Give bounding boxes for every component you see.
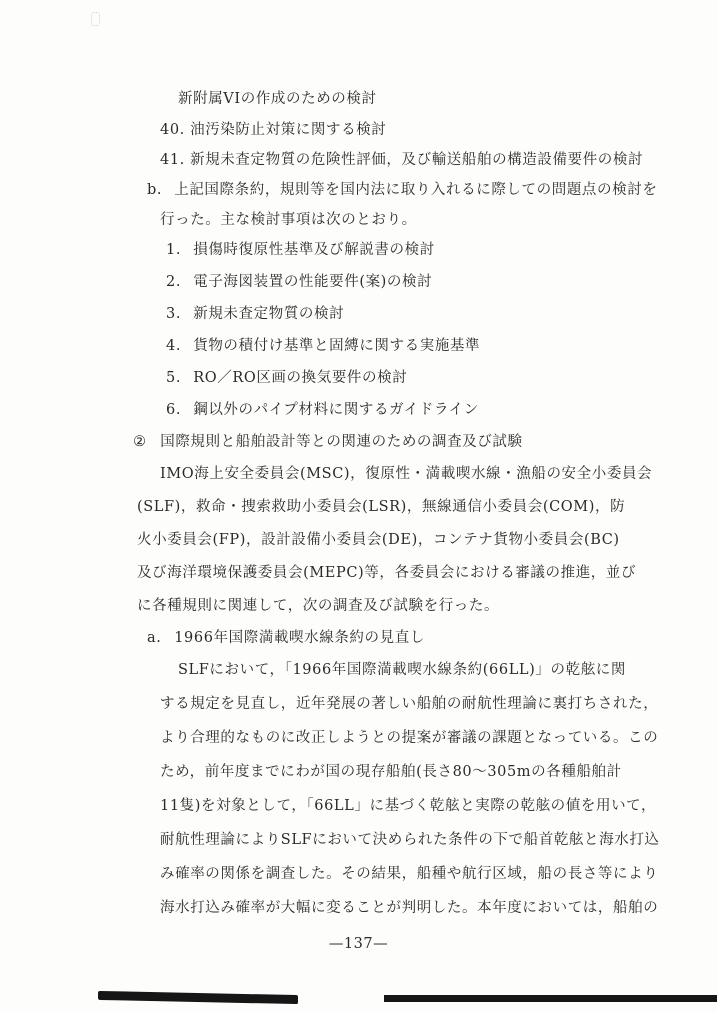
list-item	[166, 240, 466, 260]
paragraph-line	[160, 728, 680, 748]
list-item	[160, 150, 660, 170]
paragraph-text: 11隻)を対象として，「66LL」に基づく乾舷と実際の乾舷の値を用いて，	[160, 798, 657, 814]
list-item	[166, 304, 426, 324]
paragraph-text: 耐航性理論によりSLFにおいて決められた条件の下で船首乾舷と海水打込	[160, 832, 660, 848]
paragraph-line	[160, 898, 680, 918]
list-item-text: 新規未査定物質の危険性評価，及び輸送船舶の構造設備要件の検討	[190, 152, 644, 168]
text-line	[178, 89, 398, 109]
paragraph-line	[160, 864, 680, 884]
list-item	[166, 400, 496, 420]
section-heading-text: 国際規則と船舶設計等との関連のための調査及び試験	[160, 434, 523, 450]
list-item	[166, 368, 446, 388]
section-marker: b.	[147, 182, 163, 198]
paragraph-text: み確率の関係を調査した。その結果，船種や航行区域，船の長さ等により	[160, 866, 659, 882]
list-item	[160, 120, 400, 140]
line-text: 新附属VIの作成のための検討	[178, 91, 377, 107]
paragraph-line	[178, 660, 678, 680]
list-number: 41.	[160, 152, 185, 168]
list-item-text: 電子海図装置の性能要件(案)の検討	[193, 274, 433, 290]
list-item-text: 貨物の積付け基準と固縛に関する実施基準	[193, 338, 481, 354]
list-number: 1.	[166, 242, 182, 258]
list-item	[166, 336, 496, 356]
list-number: 4.	[166, 338, 182, 354]
scan-edge-bar-right	[384, 995, 717, 1002]
list-number: 3.	[166, 306, 182, 322]
text-line	[160, 210, 440, 230]
paragraph-line	[160, 694, 680, 714]
list-item-text: 新規未査定物質の検討	[193, 306, 345, 322]
list-item-text: RO／RO区画の換気要件の検討	[193, 370, 408, 386]
list-number: 2.	[166, 274, 182, 290]
scan-speck	[91, 12, 100, 26]
scan-edge-bar-left	[98, 991, 298, 1004]
paragraph-text: 火小委員会(FP)，設計設備小委員会(DE)，コンテナ貨物小委員会(BC)	[137, 532, 620, 548]
list-item-text: 油汚染防止対策に関する検討	[190, 122, 387, 138]
list-number: 6.	[166, 402, 182, 418]
section-item	[147, 180, 667, 200]
paragraph-text: SLFにおいて，「1966年国際満載喫水線条約(66LL)」の乾舷に関	[178, 662, 627, 678]
paragraph-text: する規定を見直し，近年発展の著しい船舶の耐航性理論に裏打ちされた，	[160, 696, 659, 712]
list-number: 40.	[160, 122, 185, 138]
paragraph-line	[137, 497, 682, 517]
subsection-heading-text: 1966年国際満載喫水線条約の見直し	[174, 630, 425, 646]
paragraph-text: ため，前年度までにわが国の現存船舶(長さ80～305mの各種船舶計	[160, 764, 622, 780]
list-item-text: 鋼以外のパイプ材料に関するガイドライン	[193, 402, 479, 418]
subsection-heading	[147, 628, 467, 648]
paragraph-line	[137, 530, 682, 550]
paragraph-line	[137, 596, 537, 616]
section-heading	[133, 432, 573, 452]
line-text: 行った。主な検討事項は次のとおり。	[160, 212, 417, 228]
paragraph-text: 海水打込み確率が大幅に変ることが判明した。本年度においては，船舶の	[160, 900, 659, 916]
paragraph-line	[160, 762, 680, 782]
subsection-marker: a.	[147, 630, 162, 646]
paragraph-text: IMO海上安全委員会(MSC)，復原性・満載喫水線・漁船の安全小委員会	[160, 466, 653, 482]
paragraph-text: に各種規則に関連して，次の調査及び試験を行った。	[137, 598, 500, 614]
paragraph-line	[160, 796, 685, 816]
list-item-text: 損傷時復原性基準及び解説書の検討	[193, 242, 435, 258]
paragraph-text: (SLF)，救命・捜索救助小委員会(LSR)，無線通信小委員会(COM)，防	[137, 499, 626, 515]
page-number: —137—	[328, 936, 389, 952]
list-number: 5.	[166, 370, 182, 386]
section-marker: ②	[133, 434, 147, 450]
paragraph-line	[160, 830, 680, 850]
list-item	[166, 272, 466, 292]
paragraph-text: 及び海洋環境保護委員会(MEPC)等，各委員会における審議の推進，並び	[137, 565, 637, 581]
paragraph-line	[160, 464, 680, 484]
section-text: 上記国際条約，規則等を国内法に取り入れるに際しての問題点の検討を	[174, 182, 658, 198]
paragraph-text: より合理的なものに改正しようとの提案が審議の課題となっている。この	[160, 730, 659, 746]
paragraph-line	[137, 563, 682, 583]
